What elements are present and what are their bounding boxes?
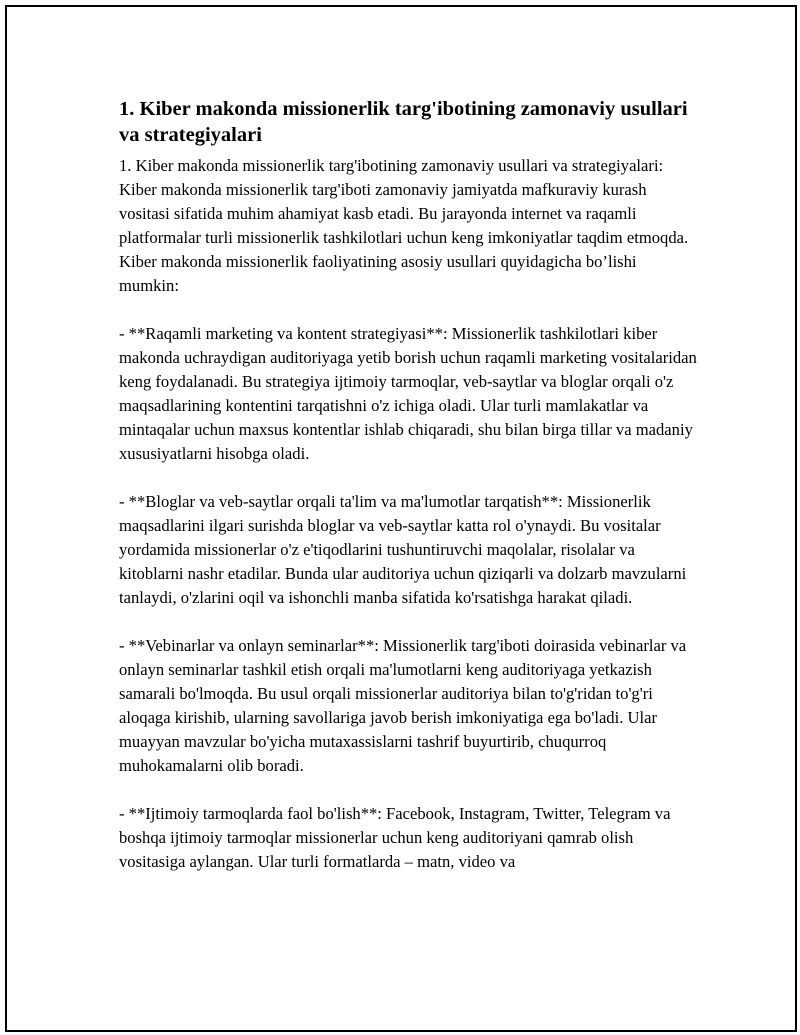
paragraph-social-networks: - **Ijtimoiy tarmoqlarda faol bo'lish**: Facebook, Instagram, Twitter, Telegram va boshqa ijtimoiy tarmoqlar missionerlar uchun keng auditoriyani qamrab olish vositasiga aylangan. Ular turli formatlarda – matn, video va — [119, 804, 671, 871]
paragraph-digital-marketing: - **Raqamli marketing va kontent strategiyasi**: Missionerlik tashkilotlari kiber makonda uchraydigan auditoriyaga yetib borish uchun raqamli marketing vositalaridan keng foydalanadi. Bu strategiya ijtimoiy tarmoqlar, veb-saytlar va bloglar orqali o'z maqsadlarining kontentini tarqatishni o'z ichiga oladi. Ular turli mamlakatlar va mintaqalar uchun maxsus kontentlar ishlab chiqaradi, shu bilan birga tillar va madaniy xususiyatlarni hisobga oladi. — [119, 324, 697, 463]
document-page — [5, 5, 797, 1032]
paragraph-webinars: - **Vebinarlar va onlayn seminarlar**: Missionerlik targ'iboti doirasida vebinarlar va onlayn seminarlar tashkil etish orqali ma'lumotlarni keng auditoriyaga yetkazish samarali bo'lmoqda. Bu usul orqali missionerlar auditoriya bilan to'g'ridan to'g'ri aloqaga kirishib, ularning savollariga javob berish imkoniyatiga ega bo'ladi. Ular muayyan mavzular bo'yicha mutaxassislarni tashrif buyurtirib, chuqurroq muhokamalarni olib boradi. — [119, 636, 687, 775]
section-heading: 1. Kiber makonda missionerlik targ'ibotining zamonaviy usullari va strategiyalari — [119, 98, 688, 146]
document-body — [119, 96, 699, 898]
paragraph-intro: 1. Kiber makonda missionerlik targ'ibotining zamonaviy usullari va strategiyalari: Kiber makonda missionerlik targ'iboti zamonaviy jamiyatda mafkuraviy kurash vositasi sifatida muhim ahamiyat kasb etadi. Bu jarayonda internet va raqamli platformalar turli missionerlik tashkilotlari uchun keng imkoniyatlar taqdim etmoqda. Kiber makonda missionerlik faoliyatining asosiy usullari quyidagicha bo’lishi mumkin: — [119, 156, 689, 295]
paragraph-blogs-websites: - **Bloglar va veb-saytlar orqali ta'lim va ma'lumotlar tarqatish**: Missionerlik maqsadlarini ilgari surishda bloglar va veb-saytlar katta rol o'ynaydi. Bu vositalar yordamida missionerlar o'z e'tiqodlarini tushuntiruvchi maqolalar, risolalar va kitoblarni nashr etadilar. Bunda ular auditoriya uchun qiziqarli va dolzarb mavzularni tanlaydi, o'zlarini oqil va ishonchli manba sifatida ko'rsatishga harakat qiladi. — [119, 492, 687, 607]
